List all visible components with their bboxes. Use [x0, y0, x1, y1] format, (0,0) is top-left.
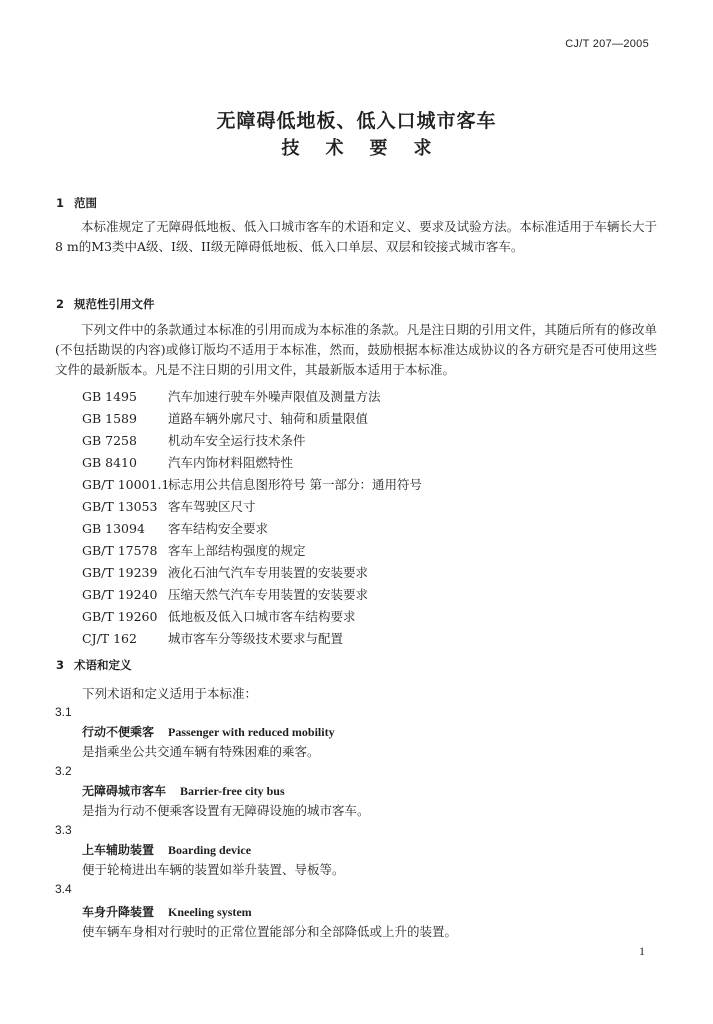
- reference-code: GB 8410: [82, 455, 137, 470]
- reference-code: GB 1495: [82, 389, 137, 404]
- reference-item: [82, 541, 306, 559]
- term-zh: 无障碍城市客车: [82, 784, 167, 798]
- clause-number: 3.3: [55, 823, 72, 837]
- term-definition: 使车辆车身相对行驶时的正常位置能部分和全部降低或上升的装置。: [82, 924, 458, 939]
- section-heading-normative-references: [56, 296, 155, 312]
- reference-item: [82, 431, 306, 449]
- term-zh: 行动不便乘客: [82, 725, 155, 739]
- reference-code: GB/T 13053: [82, 499, 158, 514]
- term-heading: [82, 903, 252, 920]
- reference-item: [82, 585, 368, 603]
- clause-number: 3.2: [55, 764, 72, 778]
- reference-code: GB 1589: [82, 411, 137, 426]
- scope-paragraph: 本标准规定了无障碍低地板、低入口城市客车的术语和定义、要求及试验方法。本标准适用于车辆长大于8 m的M3类中A级、I级、II级无障碍低地板、低入口单层、双层和铰接式城市客车。: [55, 219, 657, 254]
- references-paragraph: 下列文件中的条款通过本标准的引用而成为本标准的条款。凡是注日期的引用文件，其随后所有的修改单(不包括勘误的内容)或修订版均不适用于本标准，然而，鼓励根据本标准达成协议的各方研究是否可使用这些文件的最新版本。凡是不注日期的引用文件，其最新版本适用于本标准。: [55, 322, 657, 377]
- reference-title: 客车上部结构强度的规定: [168, 543, 306, 558]
- reference-code: GB/T 19240: [82, 587, 158, 602]
- section-title: 范围: [74, 196, 97, 210]
- reference-title: 标志用公共信息图形符号 第一部分：通用符号: [168, 477, 422, 492]
- reference-title: 城市客车分等级技术要求与配置: [168, 631, 344, 646]
- document-subtitle: 技术要求: [281, 138, 458, 159]
- reference-title: 压缩天然气汽车专用装置的安装要求: [168, 587, 369, 602]
- reference-title: 汽车内饰材料阻燃特性: [168, 455, 294, 470]
- reference-title: 液化石油气汽车专用装置的安装要求: [168, 565, 369, 580]
- terms-intro: 下列术语和定义适用于本标准：: [82, 686, 258, 701]
- reference-code: GB/T 19239: [82, 565, 158, 580]
- reference-title: 客车结构安全要求: [168, 521, 269, 536]
- reference-title: 客车驾驶区尺寸: [168, 499, 256, 514]
- term-definition: 是指乘坐公共交通车辆有特殊困难的乘客。: [82, 744, 320, 759]
- section-title: 术语和定义: [74, 658, 132, 672]
- clause-number: 3.4: [55, 882, 72, 896]
- term-en: Passenger with reduced mobility: [168, 725, 335, 739]
- clause-number: 3.1: [55, 705, 72, 719]
- reference-title: 汽车加速行驶车外噪声限值及测量方法: [168, 389, 381, 404]
- reference-code: GB/T 17578: [82, 543, 158, 558]
- term-heading: [82, 841, 251, 858]
- reference-code: GB/T 10001.1: [82, 477, 170, 492]
- reference-item: [82, 607, 356, 625]
- section-number: 3: [56, 658, 65, 672]
- reference-code: GB/T 19260: [82, 609, 158, 624]
- section-heading-terms: [56, 657, 132, 673]
- reference-title: 机动车安全运行技术条件: [168, 433, 306, 448]
- section-title: 规范性引用文件: [74, 297, 155, 311]
- term-zh: 上车辅助装置: [82, 843, 155, 857]
- page-number: 1: [639, 944, 645, 958]
- term-heading: [82, 782, 285, 799]
- term-en: Boarding device: [168, 843, 252, 857]
- reference-item: [82, 497, 256, 515]
- reference-item: [82, 519, 268, 537]
- reference-title: 低地板及低入口城市客车结构要求: [168, 609, 356, 624]
- standard-code: CJ/T 207—2005: [565, 38, 649, 50]
- reference-code: GB 7258: [82, 433, 137, 448]
- reference-item: [82, 387, 381, 405]
- term-heading: [82, 723, 335, 740]
- term-definition: 是指为行动不便乘客设置有无障碍设施的城市客车。: [82, 803, 370, 818]
- reference-code: CJ/T 162: [82, 631, 137, 646]
- reference-item: [82, 453, 293, 471]
- document-title: 无障碍低地板、低入口城市客车: [216, 110, 497, 132]
- reference-item: [82, 409, 368, 427]
- term-zh: 车身升降装置: [82, 905, 155, 919]
- reference-item: [82, 563, 368, 581]
- section-heading-scope: [56, 195, 97, 211]
- section-number: 1: [56, 196, 65, 210]
- term-en: Kneeling system: [168, 905, 252, 919]
- term-definition: 便于轮椅进出车辆的装置如举升装置、导板等。: [82, 862, 345, 877]
- reference-item: [82, 629, 343, 647]
- reference-item: [82, 475, 422, 493]
- term-en: Barrier-free city bus: [180, 784, 285, 798]
- section-number: 2: [56, 297, 65, 311]
- reference-title: 道路车辆外廓尺寸、轴荷和质量限值: [168, 411, 369, 426]
- reference-code: GB 13094: [82, 521, 145, 536]
